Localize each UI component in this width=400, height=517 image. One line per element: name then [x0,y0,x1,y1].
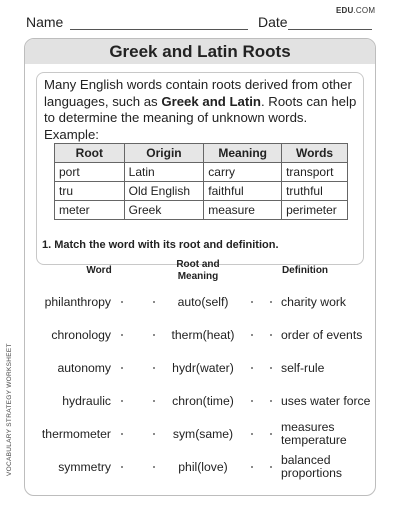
table-cell: perimeter [282,201,348,220]
match-dot[interactable] [251,433,253,435]
match-dot[interactable] [251,466,253,468]
match-dot[interactable] [121,301,123,303]
column-header-root: Root and Meaning [176,259,220,282]
table-header: Origin [124,144,204,163]
match-row [25,353,375,383]
match-dot[interactable] [121,334,123,336]
intro-box [36,72,364,265]
table-header-row [55,144,348,163]
brand-logo: EDU.COM [336,6,376,15]
table-row [55,182,348,201]
match-dot[interactable] [153,334,155,336]
table-cell: faithful [204,182,282,201]
table-cell: port [55,163,125,182]
match-dot[interactable] [251,367,253,369]
match-word: thermometer [41,427,111,441]
match-dot[interactable] [270,400,272,402]
table-row [55,201,348,220]
match-dot[interactable] [121,466,123,468]
table-cell: measure [204,201,282,220]
table-header: Root [55,144,125,163]
match-dot[interactable] [121,367,123,369]
intro-text: Many English words contain roots derived from other languages, such as Greek and Latin. Roots can help to determine the meaning of unknown words. Example: [44,77,357,142]
match-row [25,287,375,317]
match-definition: order of events [281,327,363,342]
match-dot[interactable] [251,400,253,402]
match-definition: charity work [281,294,347,309]
match-word: symmetry [58,460,111,474]
table-header: Meaning [204,144,282,163]
match-dot[interactable] [270,466,272,468]
match-dot[interactable] [251,301,253,303]
match-root: sym(same) [172,427,234,441]
match-definition: measures temperature [281,420,347,447]
table-row [55,163,348,182]
table-cell: Old English [124,182,204,201]
match-dot[interactable] [153,433,155,435]
match-root: chron(time) [172,394,234,408]
match-dot[interactable] [121,400,123,402]
column-header-definition: Definition [281,265,329,276]
match-row [25,320,375,350]
match-row [25,452,375,482]
match-dot[interactable] [270,334,272,336]
match-word: philanthropy [44,295,111,309]
name-write-line[interactable] [70,29,248,30]
match-word: hydraulic [62,394,111,408]
match-dot[interactable] [153,400,155,402]
match-word: autonomy [57,361,111,375]
match-dot[interactable] [153,466,155,468]
worksheet-header [0,0,400,36]
table-cell: transport [282,163,348,182]
match-word: chronology [51,328,111,342]
table-cell: truthful [282,182,348,201]
match-dot[interactable] [270,367,272,369]
worksheet-panel [24,38,376,496]
worksheet-title: Greek and Latin Roots [25,39,375,64]
table-cell: carry [204,163,282,182]
side-label: VOCABULARY STRATEGY WORKSHEET [6,343,13,476]
table-cell: Latin [124,163,204,182]
match-root: hydr(water) [172,361,234,375]
match-dot[interactable] [270,433,272,435]
example-table [54,143,348,220]
column-header-word: Word [86,265,112,276]
table-header: Words [282,144,348,163]
date-label: Date [258,14,288,30]
table-cell: meter [55,201,125,220]
match-row [25,386,375,416]
match-definition: uses water force [281,393,371,408]
table-cell: Greek [124,201,204,220]
match-root: phil(love) [178,460,228,474]
match-row [25,419,375,449]
match-dot[interactable] [121,433,123,435]
match-dot[interactable] [153,301,155,303]
example-label: Example: [44,126,99,142]
match-definition: self-rule [281,360,325,375]
question-instruction: 1. Match the word with its root and definition. [42,239,279,251]
match-dot[interactable] [153,367,155,369]
name-label: Name [26,14,64,30]
table-cell: tru [55,182,125,201]
match-dot[interactable] [251,334,253,336]
match-root: therm(heat) [171,328,235,342]
match-definition: balanced proportions [281,453,342,480]
date-write-line[interactable] [288,29,372,30]
match-dot[interactable] [270,301,272,303]
match-root: auto(self) [177,295,229,309]
